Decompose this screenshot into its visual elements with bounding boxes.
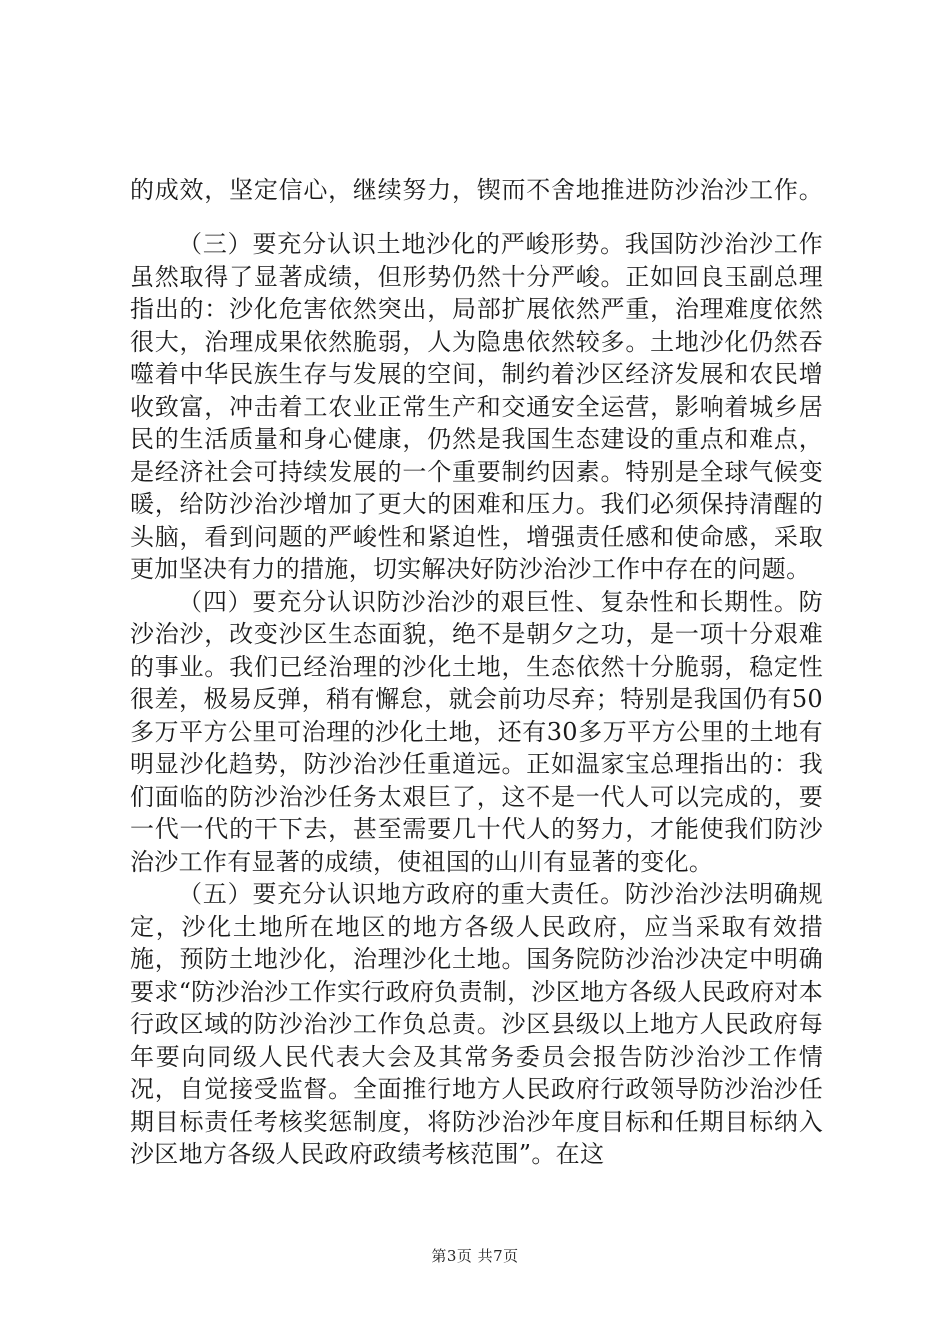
page-number-label: 第3页 共7页	[431, 1247, 519, 1265]
text-block-top	[130, 174, 823, 207]
text-block-body	[130, 228, 823, 1171]
page-footer	[0, 1245, 950, 1266]
continuation-paragraph: 的成效，坚定信心，继续努力，锲而不舍地推进防沙治沙工作。	[130, 176, 823, 204]
paragraph-four: （四）要充分认识防沙治沙的艰巨性、复杂性和长期性。防沙治沙，改变沙区生态面貌，绝不是朝夕之功，是一项十分艰难的事业。我们已经治理的沙化土地，生态依然十分脆弱，稳定性很差，极易反弹，稍有懈怠，就会前功尽弃；特别是我国仍有50多万平方公里可治理的沙化土地，还有30多万平方公里的土地有明显沙化趋势，防沙治沙任重道远。正如温家宝总理指出的：我们面临的防沙治沙任务太艰巨了，这不是一代人可以完成的，要一代一代的干下去，甚至需要几十代人的努力，才能使我们防沙治沙工作有显著的成绩，使祖国的山川有显著的变化。	[130, 587, 823, 876]
paragraph-three: （三）要充分认识土地沙化的严峻形势。我国防沙治沙工作虽然取得了显著成绩，但形势仍然十分严峻。正如回良玉副总理指出的：沙化危害依然突出，局部扩展依然严重，治理难度依然很大，治理成果依然脆弱，人为隐患依然较多。土地沙化仍然吞噬着中华民族生存与发展的空间，制约着沙区经济发展和农民增收致富，冲击着工农业正常生产和交通安全运营，影响着城乡居民的生活质量和身心健康，仍然是我国生态建设的重点和难点，是经济社会可持续发展的一个重要制约因素。特别是全球气候变暖，给防沙治沙增加了更大的困难和压力。我们必须保持清醒的头脑，看到问题的严峻性和紧迫性，增强责任感和使命感，采取更加坚决有力的措施，切实解决好防沙治沙工作中存在的问题。	[130, 230, 823, 583]
paragraph-five: （五）要充分认识地方政府的重大责任。防沙治沙法明确规定，沙化土地所在地区的地方各级人民政府，应当采取有效措施，预防土地沙化，治理沙化土地。国务院防沙治沙决定中明确要求“防沙治沙工作实行政府负责制，沙区地方各级人民政府对本行政区域的防沙治沙工作负总责。沙区县级以上地方人民政府每年要向同级人民代表大会及其常务委员会报告防沙治沙工作情况，自觉接受监督。全面推行地方人民政府行政领导防沙治沙任期目标责任考核奖惩制度，将防沙治沙年度目标和任期目标纳入沙区地方各级人民政府政绩考核范围”。在这	[130, 880, 823, 1168]
